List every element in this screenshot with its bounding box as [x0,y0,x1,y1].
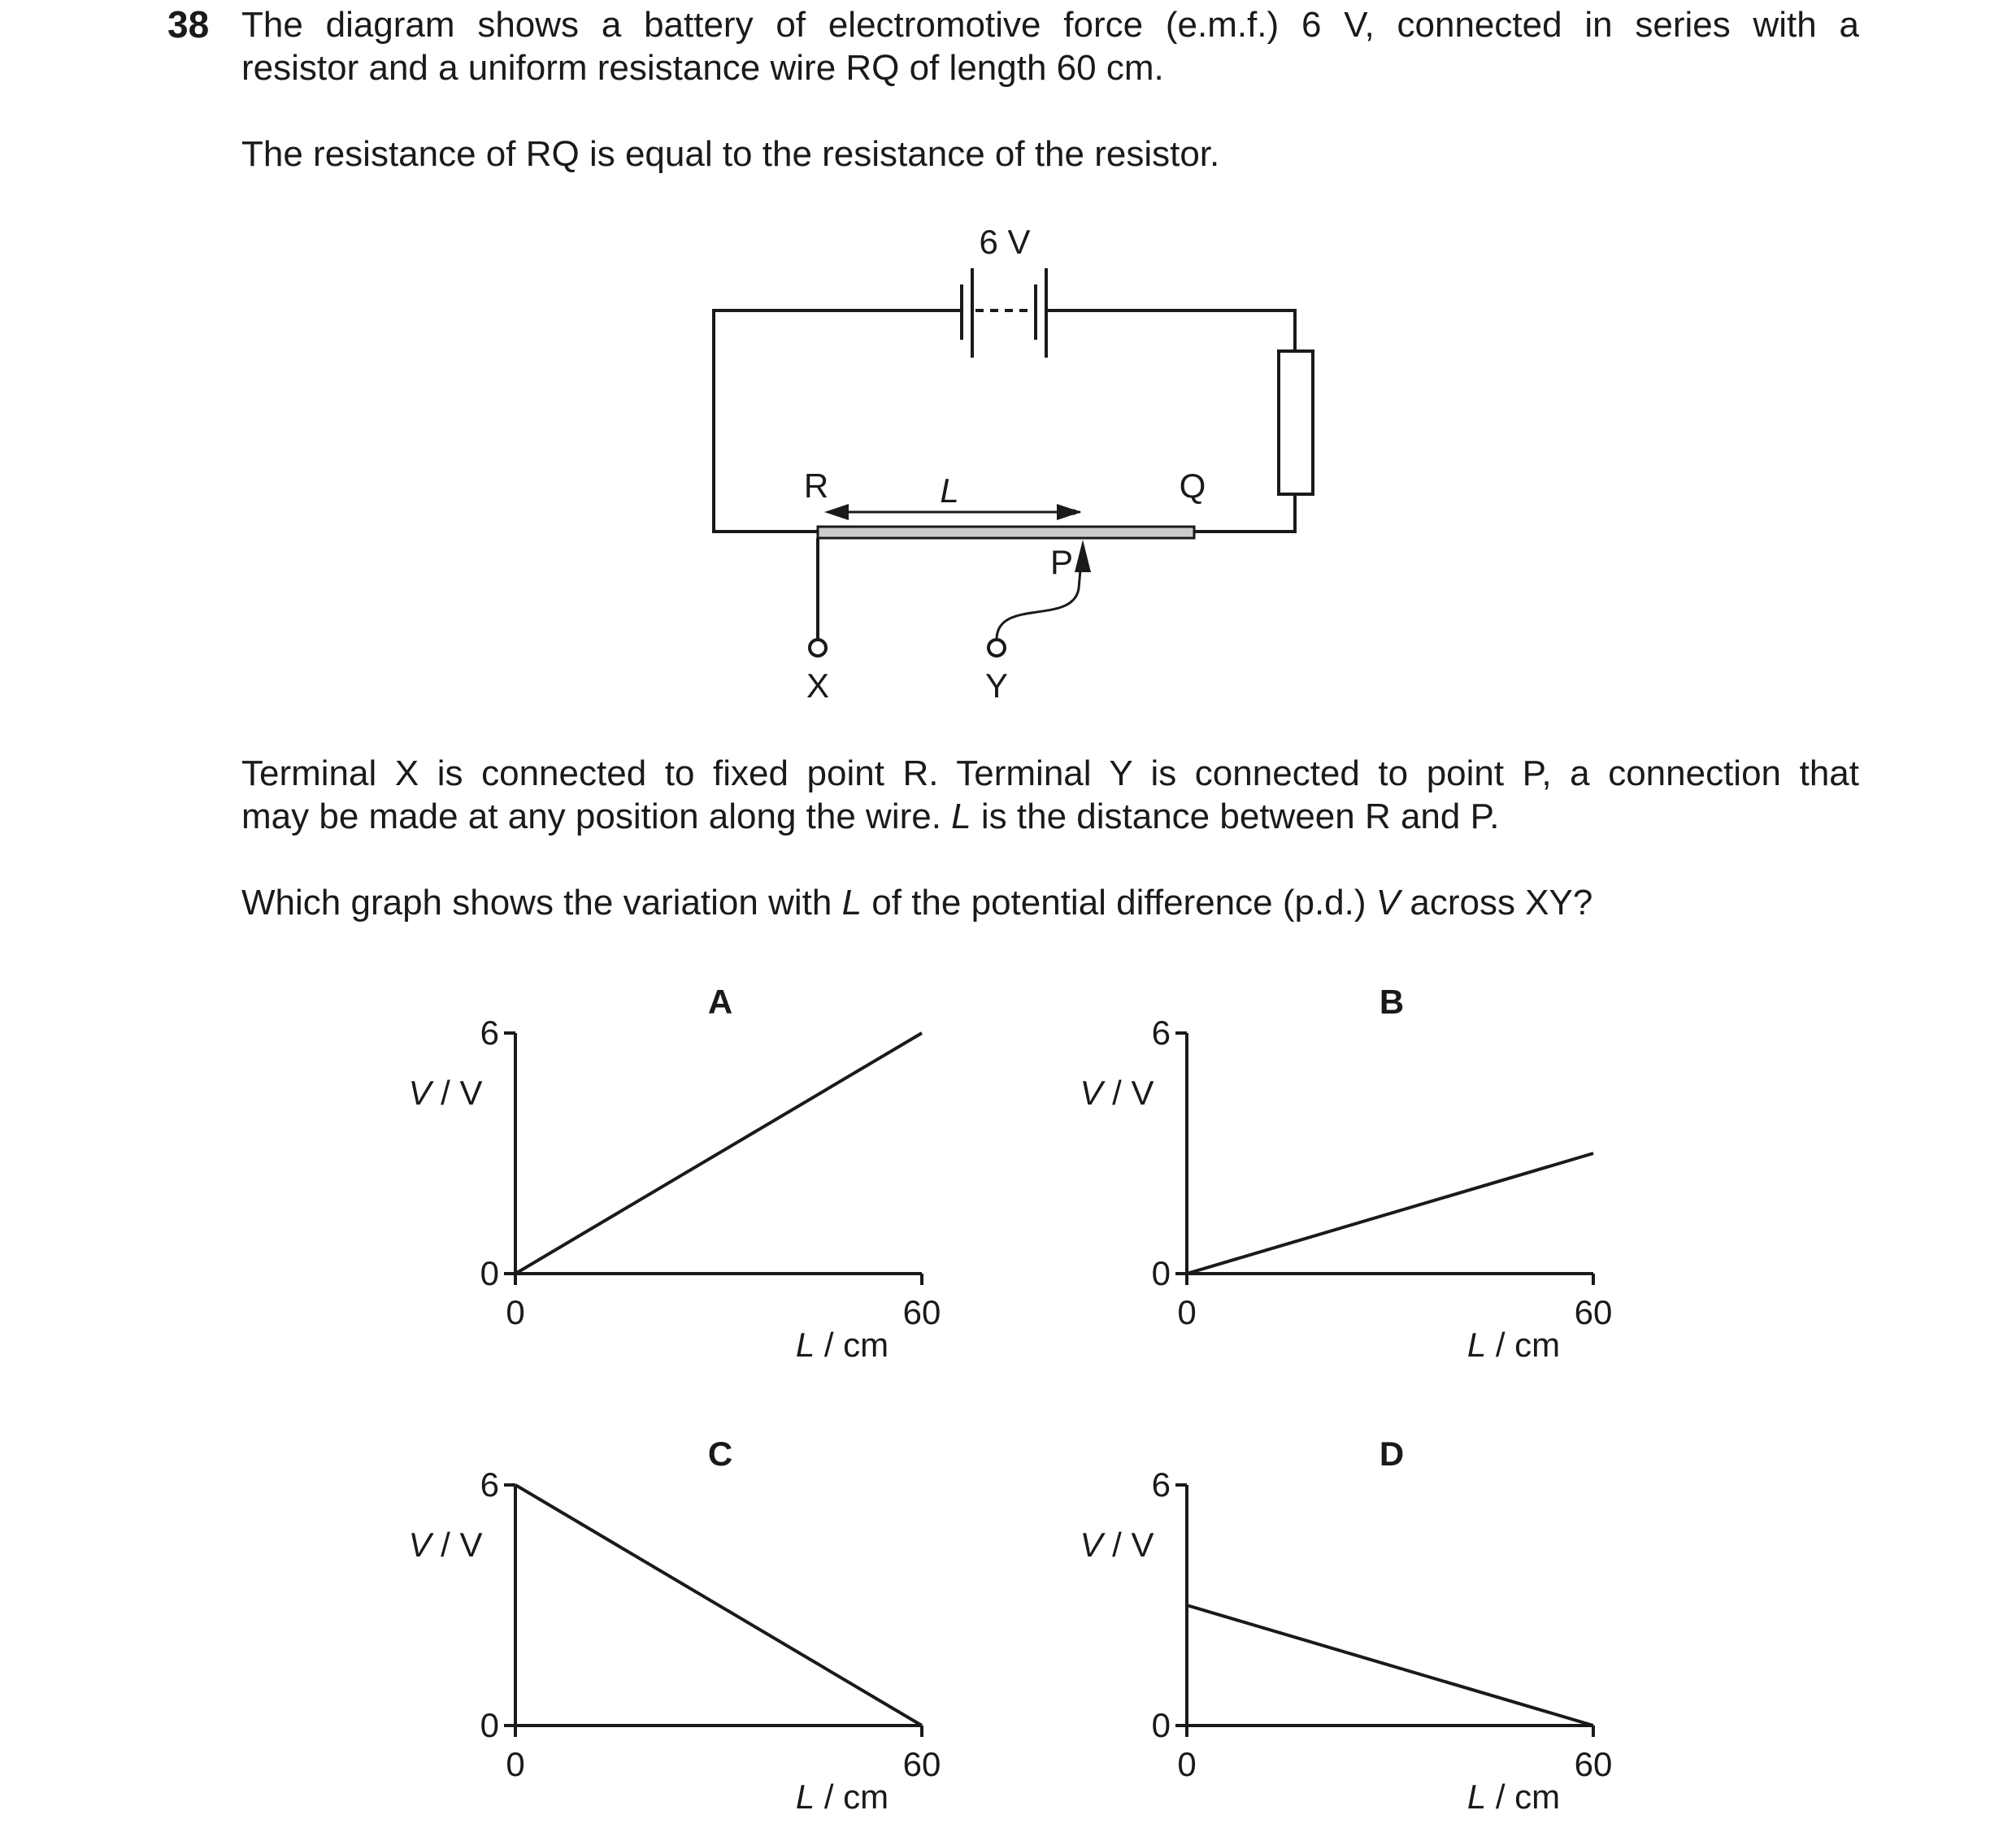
x-axis-label: L / cm [795,1778,889,1816]
terminal-line-1: Terminal X is connected to fixed point R. Terminal Y is connected to point P, a connection that [241,753,1859,793]
ask-var-l: L [841,883,862,923]
x-tick-zero-label: 0 [506,1745,525,1783]
graph-c [408,1435,941,1816]
x-tick-end-label: 60 [902,1293,941,1331]
y-axis-label: V / V [408,1526,483,1564]
length-label: L [940,471,959,510]
x-tick-end-label: 60 [902,1745,941,1783]
intro-line-1: The diagram shows a battery of electromotive force (e.m.f.) 6 V, connected in series with a [241,5,1859,45]
point-p-label: P [1049,543,1074,581]
x-tick-zero-label: 0 [506,1293,525,1331]
graph-data-line [515,1033,922,1274]
graph-option-label: B [1379,983,1405,1021]
point-q-label: Q [1179,467,1206,505]
question-number: 38 [167,3,210,46]
y-tick-zero-label: 0 [480,1706,499,1744]
y-tick-zero-label: 0 [1151,1254,1171,1292]
x-axis-label: L / cm [795,1326,889,1364]
ask-mid: of the potential difference (p.d.) [862,883,1376,923]
intro-line-2: resistor and a uniform resistance wire RQ of length 60 cm. [241,48,1164,88]
y-tick-top-label: 6 [1151,1465,1171,1504]
x-tick-end-label: 60 [1574,1745,1613,1783]
y-tick-top-label: 6 [480,1465,499,1504]
graph-data-line [1187,1153,1593,1274]
terminal-x-label: X [806,666,830,705]
y-axis-label: V / V [1080,1526,1154,1564]
graph-data-line [515,1485,922,1726]
x-axis-label: L / cm [1466,1326,1561,1364]
ask-post: across XY? [1400,883,1593,923]
y-tick-zero-label: 0 [480,1254,499,1292]
x-tick-zero-label: 0 [1177,1745,1197,1783]
graph-option-label: C [707,1435,733,1473]
y-tick-top-label: 6 [480,1014,499,1052]
terminal-line-2-var: L [951,797,971,836]
y-axis-label: V / V [1080,1074,1154,1112]
point-r-label: R [803,467,829,505]
graph-data-line [1187,1605,1593,1726]
graph-b [1080,983,1612,1364]
y-axis-label: V / V [408,1074,483,1112]
emf-label: 6 V [979,223,1031,261]
graph-option-label: D [1379,1435,1405,1473]
x-tick-zero-label: 0 [1177,1293,1197,1331]
graph-d [1080,1435,1612,1816]
terminal-line-2-post: is the distance between R and P. [971,797,1500,836]
ask-pre: Which graph shows the variation with [241,883,842,923]
terminal-y-label: Y [984,666,1009,705]
terminal-line-2-pre: may be made at any position along the wire. [241,797,952,836]
graph-option-label: A [707,983,733,1021]
x-tick-end-label: 60 [1574,1293,1613,1331]
ask-var-v: V [1375,883,1401,923]
y-tick-top-label: 6 [1151,1014,1171,1052]
statement-text: The resistance of RQ is equal to the resistance of the resistor. [241,134,1220,174]
y-tick-zero-label: 0 [1151,1706,1171,1744]
graph-a [408,983,941,1364]
x-axis-label: L / cm [1466,1778,1561,1816]
